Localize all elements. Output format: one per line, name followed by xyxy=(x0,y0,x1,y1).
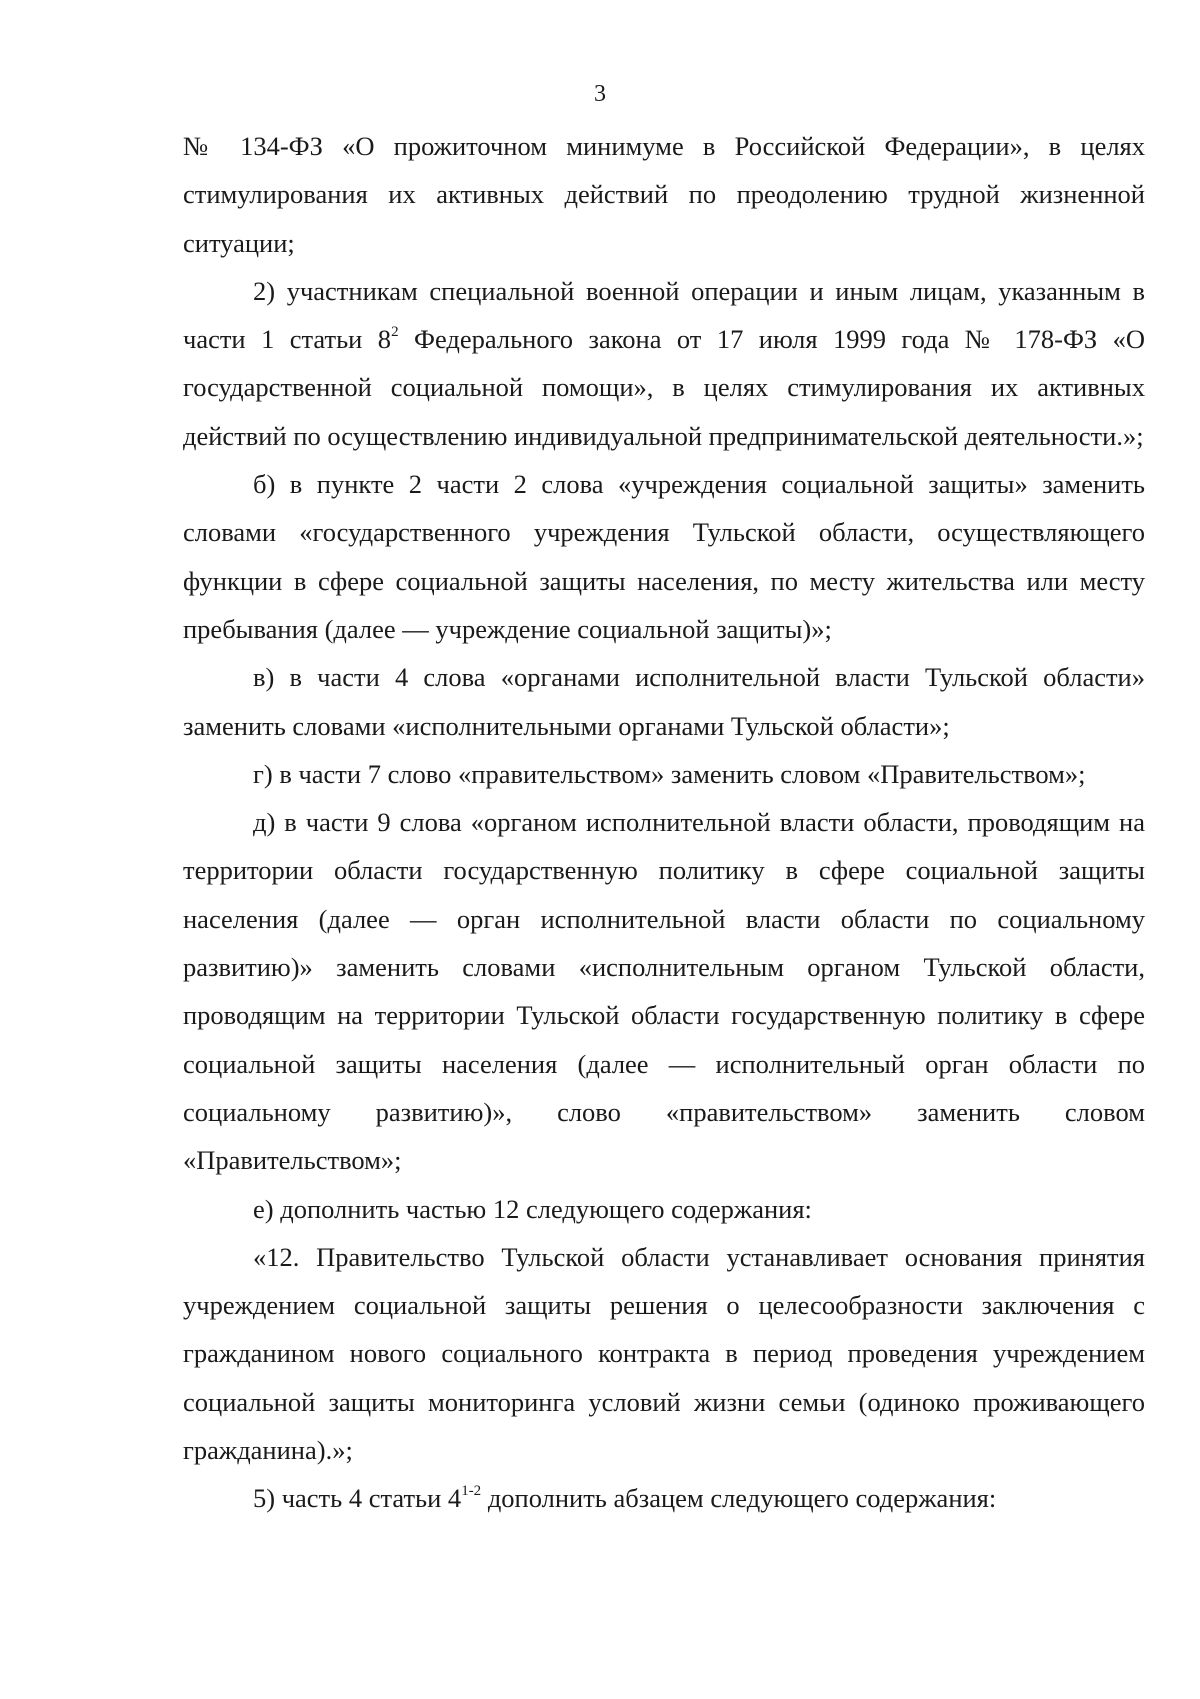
paragraph-text: Федерального закона от 17 июля 1999 года № 178-ФЗ «О государственной социальной помощи», в целях стимулирования их активных действий по осуществлению индивидуальной предпринимательской деятельности.»; xyxy=(183,324,1145,451)
superscript: 2 xyxy=(391,324,399,341)
paragraph-text: «12. Правительство Тульской области устанавливает основания принятия учреждением социальной защиты решения о целесообразности заключения с гражданином нового социального контракта в период проведения учреждением социальной защиты мониторинга условий жизни семьи (одиноко проживающего гражданина).»; xyxy=(183,1241,1145,1466)
paragraph-text: 2) участникам специальной военной операции и иным лицам, указанным в части 1 статьи 8 xyxy=(183,275,1145,355)
paragraph xyxy=(183,1474,1145,1522)
paragraph-text: дополнить абзацем следующего содержания: xyxy=(481,1483,997,1514)
paragraph xyxy=(183,122,1145,267)
paragraph-text: 5) часть 4 статьи 4 xyxy=(253,1483,462,1514)
superscript: 1-2 xyxy=(461,1483,482,1500)
paragraph-text: д) в части 9 слова «органом исполнительной власти области, проводящим на территории области государственную политику в сфере социальной защиты населения (далее — орган исполнительной власти области по социальному развитию)» заменить словами «исполнительным органом Тульской области, проводящим на территории Тульской области государственную политику в сфере социальной защиты населения (далее — исполнительный орган области по социальному развитию)», слово «правительством» заменить словом «Правительством»; xyxy=(183,807,1145,1176)
paragraph-text: в) в части 4 слова «органами исполнительной власти Тульской области» заменить словами «исполнительными органами Тульской области»; xyxy=(183,662,1145,741)
paragraph xyxy=(183,750,1145,798)
paragraph-text: г) в части 7 слово «правительством» заменить словом «Правительством»; xyxy=(253,758,1086,789)
paragraph-text: е) дополнить частью 12 следующего содержания: xyxy=(253,1193,812,1224)
paragraph-text: б) в пункте 2 части 2 слова «учреждения социальной защиты» заменить словами «государственного учреждения Тульской области, осуществляющего функции в сфере социальной защиты населения, по месту жительства или месту пребывания (далее — учреждение социальной защиты)»; xyxy=(183,469,1145,644)
paragraph xyxy=(183,798,1145,1184)
page-number: 3 xyxy=(594,81,606,107)
paragraph xyxy=(183,653,1145,750)
paragraph xyxy=(183,267,1145,460)
paragraph-text: № 134-ФЗ «О прожиточном минимуме в Российской Федерации», в целях стимулирования их активных действий по преодолению трудной жизненной ситуации; xyxy=(183,131,1145,258)
paragraph xyxy=(183,460,1145,653)
document-body xyxy=(183,122,1145,1523)
paragraph xyxy=(183,1233,1145,1474)
paragraph xyxy=(183,1185,1145,1233)
